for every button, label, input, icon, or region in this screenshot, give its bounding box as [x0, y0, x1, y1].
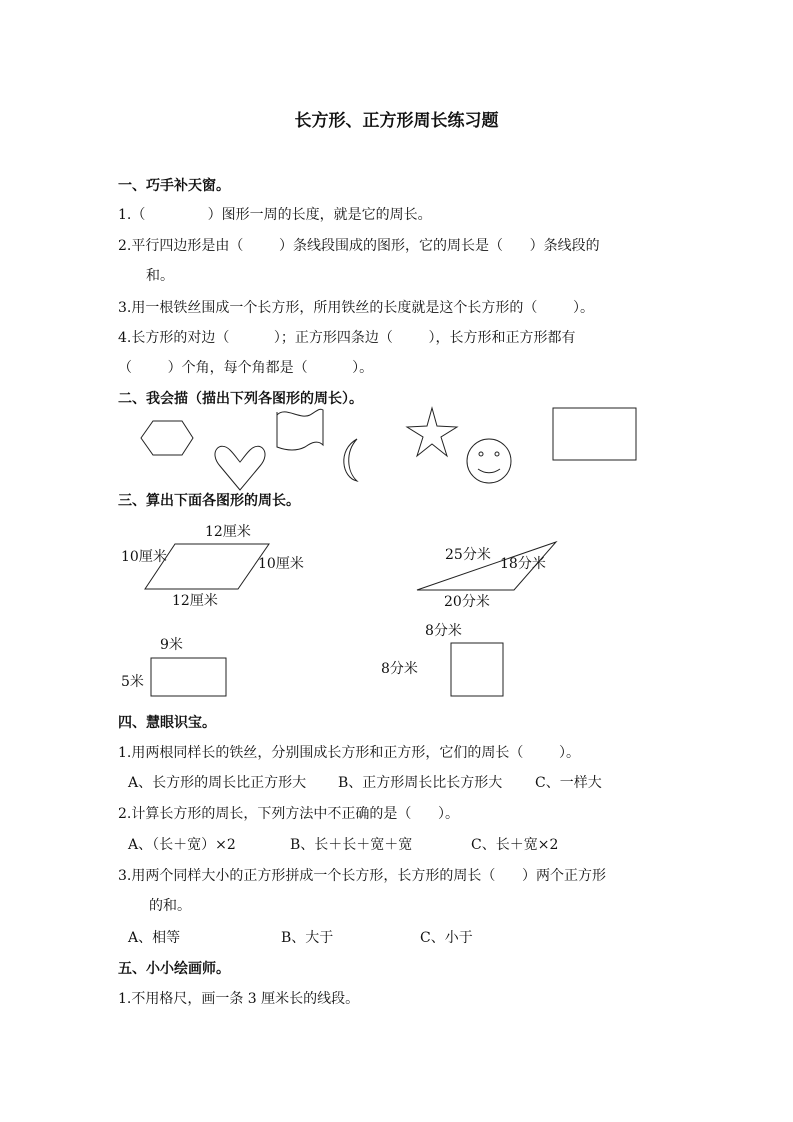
heart-shape	[215, 446, 265, 490]
section3-heading: 三、算出下面各图形的周长。	[118, 493, 300, 509]
rectangle-width-label: 5米	[121, 674, 144, 690]
s4-q2-option-a: A、（长＋宽）×2	[128, 837, 236, 853]
section5-heading: 五、小小绘画师。	[118, 961, 230, 977]
s4-question-3: 3.用两个同样大小的正方形拼成一个长方形，长方形的周长（ ）两个正方形	[118, 868, 607, 884]
s1-question-2: 2.平行四边形是由（ ）条线段围成的图形，它的周长是（ ）条线段的	[118, 238, 600, 254]
s4-q2-option-b: B、长＋长＋宽＋宽	[290, 837, 413, 853]
s4-question-1: 1.用两根同样长的铁丝，分别围成长方形和正方形，它们的周长（ ）。	[118, 745, 580, 761]
section4-heading: 四、慧眼识宝。	[118, 715, 216, 731]
triangle-side-a-label: 25分米	[445, 547, 491, 563]
rectangle-length-label: 9米	[160, 637, 183, 653]
parallelogram-right-label: 10厘米	[258, 556, 304, 572]
square-figure	[451, 643, 503, 696]
section1-heading: 一、巧手补天窗。	[118, 178, 230, 194]
rectangle-figure	[151, 658, 226, 696]
s1-question-4-cont: （ ）个角，每个角都是（ ）。	[118, 360, 374, 376]
parallelogram-left-label: 10厘米	[121, 549, 167, 565]
s4-q1-option-b: B、正方形周长比长方形大	[338, 775, 503, 791]
parallelogram-top-label: 12厘米	[205, 524, 251, 540]
flag-shape	[277, 409, 323, 450]
s4-q3-option-b: B、大于	[281, 930, 334, 946]
s4-question-2: 2.计算长方形的周长，下列方法中不正确的是（ ）。	[118, 806, 460, 822]
s4-q1-option-c: C、一样大	[535, 775, 602, 791]
hexagon-shape	[141, 421, 193, 455]
smiley-shape	[467, 439, 511, 483]
s4-question-3-cont: 的和。	[149, 898, 191, 914]
s5-question-1: 1.不用格尺，画一条 3 厘米长的线段。	[118, 991, 360, 1007]
s1-question-4: 4.长方形的对边（ ）；正方形四条边（ ），长方形和正方形都有	[118, 330, 576, 346]
s1-question-1: 1.（ ）图形一周的长度，就是它的周长。	[118, 207, 432, 223]
s1-question-2-cont: 和。	[146, 268, 174, 284]
s4-q3-option-c: C、小于	[420, 930, 473, 946]
triangle-side-c-label: 20分米	[444, 594, 490, 610]
s4-q1-option-a: A、长方形的周长比正方形大	[128, 775, 307, 791]
parallelogram-bottom-label: 12厘米	[172, 593, 218, 609]
triangle-side-b-label: 18分米	[500, 556, 546, 572]
s4-q3-option-a: A、相等	[128, 930, 181, 946]
rectangle-shape	[553, 408, 636, 460]
square-top-label: 8分米	[425, 623, 462, 639]
moon-shape-outline	[344, 439, 357, 481]
star-shape	[407, 408, 457, 456]
square-side-label: 8分米	[381, 661, 418, 677]
s1-question-3: 3.用一根铁丝围成一个长方形，所用铁丝的长度就是这个长方形的（ ）。	[118, 300, 594, 316]
page-title: 长方形、正方形周长练习题	[294, 111, 499, 131]
s4-q2-option-c: C、长＋宽×2	[471, 837, 559, 853]
section2-heading: 二、我会描（描出下列各图形的周长）。	[118, 391, 363, 407]
